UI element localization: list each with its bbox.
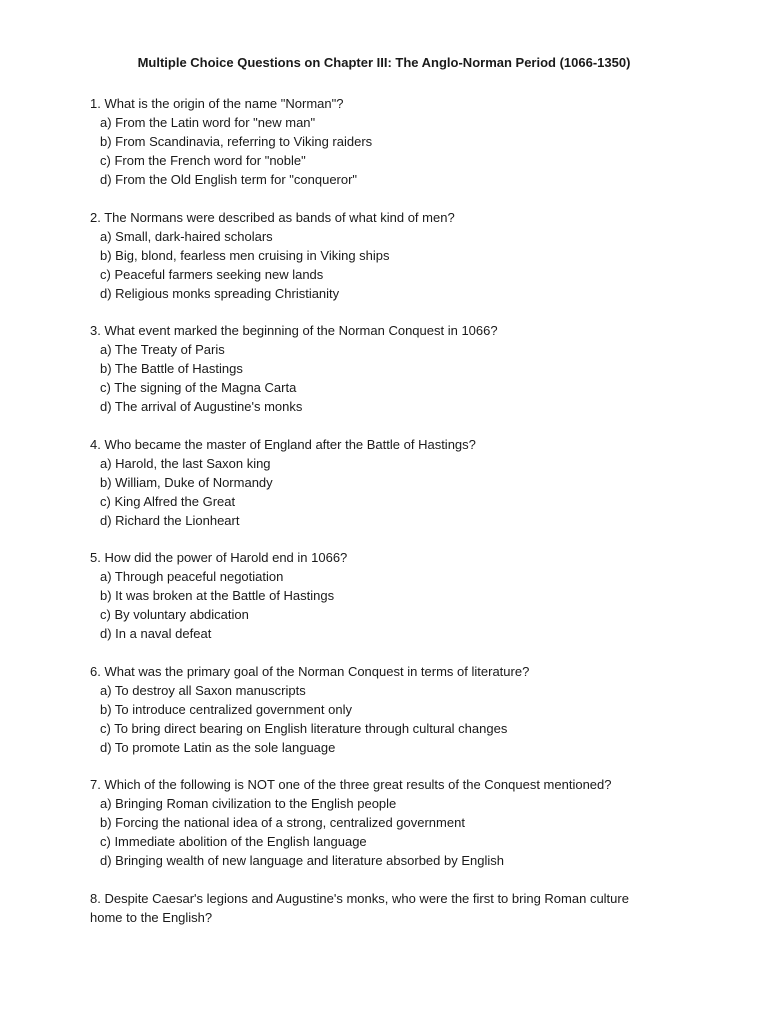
question-4 bbox=[90, 435, 690, 530]
answer-option: b) William, Duke of Normandy bbox=[100, 474, 273, 490]
answer-option: c) King Alfred the Great bbox=[100, 493, 236, 509]
question-text: 1. What is the origin of the name "Norman"? bbox=[90, 96, 344, 111]
question-1 bbox=[90, 94, 690, 189]
answer-option: d) Bringing wealth of new language and literature absorbed by English bbox=[100, 853, 504, 868]
answer-option: d) In a naval defeat bbox=[100, 626, 212, 641]
question-text: 2. The Normans were described as bands of what kind of men? bbox=[90, 209, 455, 225]
answer-option: c) Immediate abolition of the English language bbox=[100, 834, 367, 849]
answer-option: c) From the French word for "noble" bbox=[100, 153, 306, 168]
answer-option: d) The arrival of Augustine's monks bbox=[100, 399, 303, 414]
answer-option: b) Big, blond, fearless men cruising in Viking ships bbox=[100, 247, 390, 263]
answer-option: c) By voluntary abdication bbox=[100, 607, 249, 622]
question-text: 5. How did the power of Harold end in 1066? bbox=[90, 550, 348, 565]
document-page bbox=[90, 53, 690, 945]
answer-option: d) Richard the Lionheart bbox=[100, 512, 240, 528]
answer-option: a) Harold, the last Saxon king bbox=[100, 455, 271, 471]
answer-option: a) From the Latin word for "new man" bbox=[100, 115, 316, 130]
question-8 bbox=[90, 889, 690, 927]
answer-option: c) To bring direct bearing on English literature through cultural changes bbox=[100, 720, 508, 736]
question-text: 4. Who became the master of England after the Battle of Hastings? bbox=[90, 436, 476, 452]
question-5 bbox=[90, 548, 690, 643]
question-text: 8. Despite Caesar's legions and Augustine's monks, who were the first to bring Roman culture home to the English? bbox=[90, 890, 629, 925]
question-text: 3. What event marked the beginning of the Norman Conquest in 1066? bbox=[90, 323, 498, 338]
answer-option: c) The signing of the Magna Carta bbox=[100, 380, 297, 395]
answer-option: a) The Treaty of Paris bbox=[100, 342, 225, 357]
answer-option: a) Small, dark-haired scholars bbox=[100, 228, 273, 244]
answer-option: b) It was broken at the Battle of Hastings bbox=[100, 588, 335, 603]
answer-option: b) From Scandinavia, referring to Viking raiders bbox=[100, 134, 373, 149]
question-text: 6. What was the primary goal of the Norman Conquest in terms of literature? bbox=[90, 663, 530, 679]
answer-option: d) From the Old English term for "conqueror" bbox=[100, 172, 358, 187]
answer-option: a) To destroy all Saxon manuscripts bbox=[100, 682, 306, 698]
question-text: 7. Which of the following is NOT one of the three great results of the Conquest mentioned? bbox=[90, 777, 612, 792]
question-list bbox=[90, 94, 690, 927]
question-2 bbox=[90, 208, 690, 303]
answer-option: d) To promote Latin as the sole language bbox=[100, 739, 336, 755]
answer-option: a) Through peaceful negotiation bbox=[100, 569, 284, 584]
document-title: Multiple Choice Questions on Chapter III: The Anglo-Norman Period (1066-1350) bbox=[137, 55, 631, 70]
answer-option: b) Forcing the national idea of a strong, centralized government bbox=[100, 815, 465, 830]
answer-option: a) Bringing Roman civilization to the English people bbox=[100, 796, 397, 811]
answer-option: b) To introduce centralized government only bbox=[100, 701, 352, 717]
answer-option: b) The Battle of Hastings bbox=[100, 361, 243, 376]
answer-option: d) Religious monks spreading Christianity bbox=[100, 285, 340, 301]
question-3 bbox=[90, 321, 690, 416]
question-6 bbox=[90, 662, 690, 757]
question-7 bbox=[90, 775, 690, 870]
answer-option: c) Peaceful farmers seeking new lands bbox=[100, 266, 324, 282]
